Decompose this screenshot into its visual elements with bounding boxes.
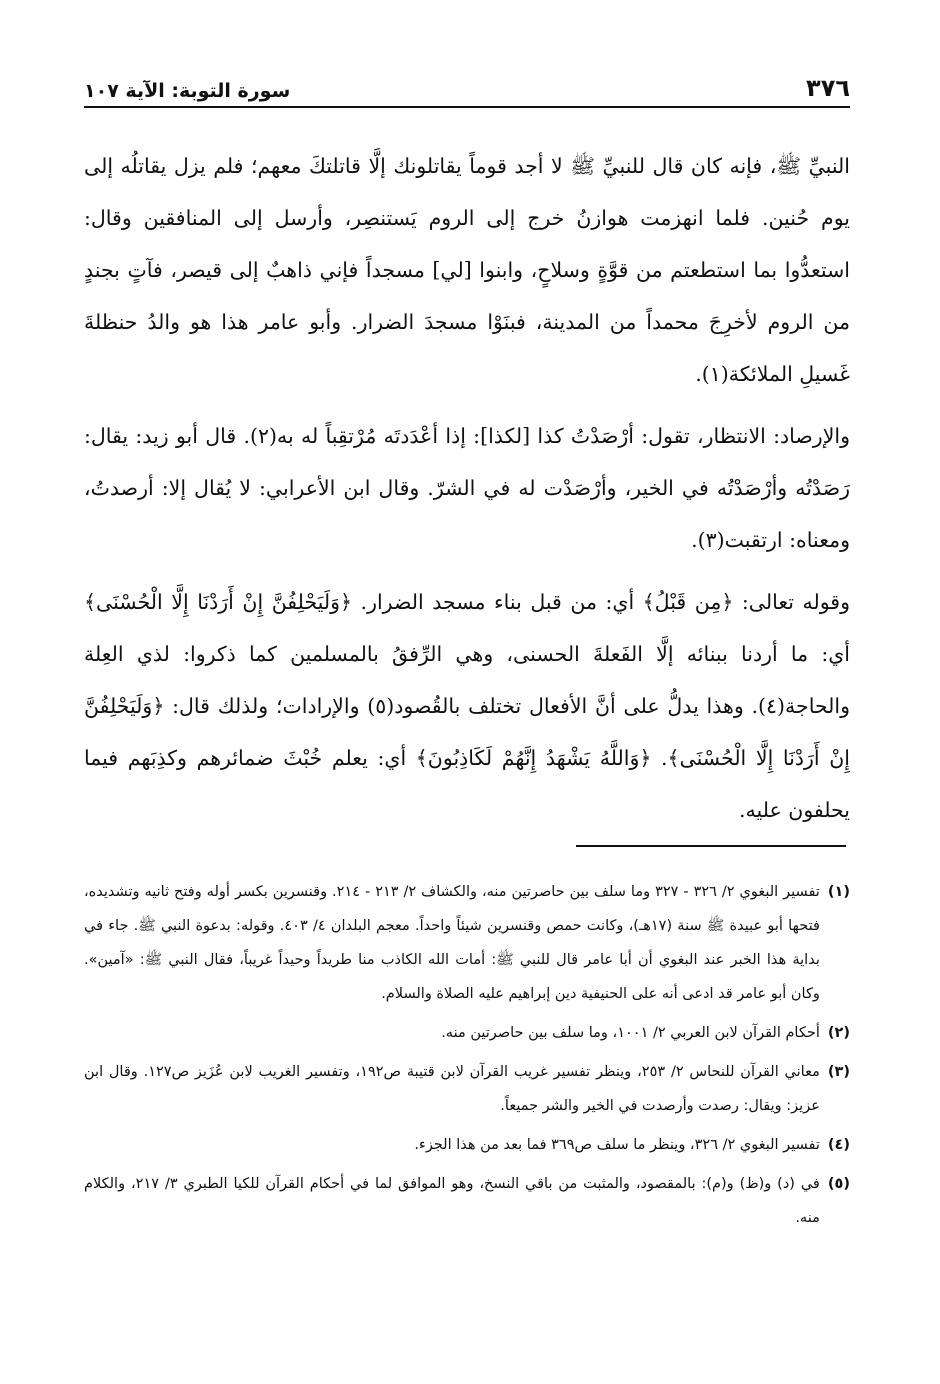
footnote-number: (١) (827, 884, 850, 900)
paragraph-3: وقوله تعالى: ﴿مِن قَبْلُ﴾ أي: من قبل بناء مسجد الضرار. ﴿وَلَيَحْلِفُنَّ إِنْ أَرَدْنَا إِلَّا الْحُسْنَى﴾ أي: ما أردنا ببنائه إلَّا الفَعلةَ الحسنى، وهي الرِّفقُ بالمسلمين كما ذكروا: لذي العِلة والحاجة(٤). وهذا يدلُّ على أنَّ الأفعال تختلف بالقُصود(٥) والإرادات؛ ولذلك قال: ﴿وَلَيَحْلِفُنَّ إِنْ أَرَدْنَا إِلَّا الْحُسْنَى﴾. ﴿وَاللَّهُ يَشْهَدُ إِنَّهُمْ لَكَاذِبُونَ﴾ أي: يعلم خُبْثَ ضمائرهم وكذِبَهم فيما يحلفون عليه. (84, 590, 851, 822)
footnote-number: (٥) (827, 1176, 850, 1192)
running-title: سورة التوبة: الآية ١٠٧ (84, 80, 291, 102)
footnote-text: في (د) و(ظ) و(م): بالمقصود، والمثبت من باقي النسخ، وهو الموافق لما في أحكام القرآن للكيا الطبري ٣/ ٢١٧، والكلام منه. (84, 1176, 820, 1226)
page-number: ٣٧٦ (806, 74, 850, 102)
paragraph-2: والإرصاد: الانتظار، تقول: أرْصَدْتُ كذا [لكذا]: إذا أعْدَدتَه مُرْتقِباً له به(٢). قال أبو زيد: يقال: رَصَدْتُه وأرْصَدْتُه في الخير، وأرْصَدْت له في الشرّ. وقال ابن الأعرابي: لا يُقال إلا: أرصدتُ، ومعناه: ارتقبت(٣). (84, 424, 850, 552)
footnote-3 (84, 1055, 850, 1123)
footnote-text: أحكام القرآن لابن العربي ٢/ ١٠٠١، وما سلف بين حاصرتين منه. (441, 1025, 820, 1041)
footnote-number: (٣) (827, 1064, 850, 1080)
footnote-text: معاني القرآن للنحاس ٢/ ٢٥٣، وينظر تفسير غريب القرآن لابن قتيبة ص١٩٢، وتفسير الغريب لابن عُزَيز ص١٢٧. وقال ابن عزيز: ويقال: رصدت وأرصدت في الخير والشر جميعاً. (84, 1064, 820, 1114)
paragraph-1: النبيِّ ﷺ، فإنه كان قال للنبيِّ ﷺ لا أجد قوماً يقاتلونك إلَّا قاتلتكَ معهم؛ فلم يزل يقاتلُه إلى يوم حُنين. فلما انهزمت هوازنُ خرج إلى الروم يَستنصِر، وأرسل إلى المنافقين وقال: استعدُّوا بما استطعتم من قوَّةٍ وسلاحٍ، وابنوا [لي] مسجداً فإني ذاهبٌ إلى قيصر، فآتٍ بجندٍ من الروم لأخرِجَ محمداً من المدينة، فبنَوْا مسجدَ الضرار. وأبو عامر هذا هو والدُ حنظلةَ غَسيلِ الملائكة(١). (84, 154, 850, 386)
footnote-separator (576, 845, 846, 847)
footnote-number: (٢) (827, 1025, 850, 1041)
footnotes (84, 875, 850, 1240)
footnote-1 (84, 875, 850, 1011)
main-text (84, 140, 850, 836)
footnote-2 (84, 1016, 850, 1050)
footnote-text: تفسير البغوي ٢/ ٣٢٦ - ٣٢٧ وما سلف بين حاصرتين منه، والكشاف ٢/ ٢١٣ - ٢١٤. وقنسرين بكسر أوله وفتح ثانيه وتشديده، فتحها أبو عبيدة ﷺ سنة (١٧هـ)، وكانت حمص وقنسرين شيئاً واحداً. معجم البلدان ٤/ ٤٠٣. وقوله: بدعوة النبي ﷺ. جاء في بداية هذا الخبر عند البغوي أن أبا عامر قال للنبي ﷺ: أمات الله الكاذب منا طريداً وحيداً غريباً، فقال النبي ﷺ: «آمين». وكان أبو عامر قد ادعى أنه على الحنيفية دين إبراهيم عليه الصلاة والسلام. (84, 884, 820, 1002)
footnote-number: (٤) (827, 1137, 850, 1153)
footnote-4 (84, 1128, 850, 1162)
footnote-5 (84, 1167, 850, 1235)
footnote-text: تفسير البغوي ٢/ ٣٢٦، وينظر ما سلف ص٣٦٩ فما بعد من هذا الجزء. (414, 1137, 820, 1153)
page-header (84, 62, 850, 108)
